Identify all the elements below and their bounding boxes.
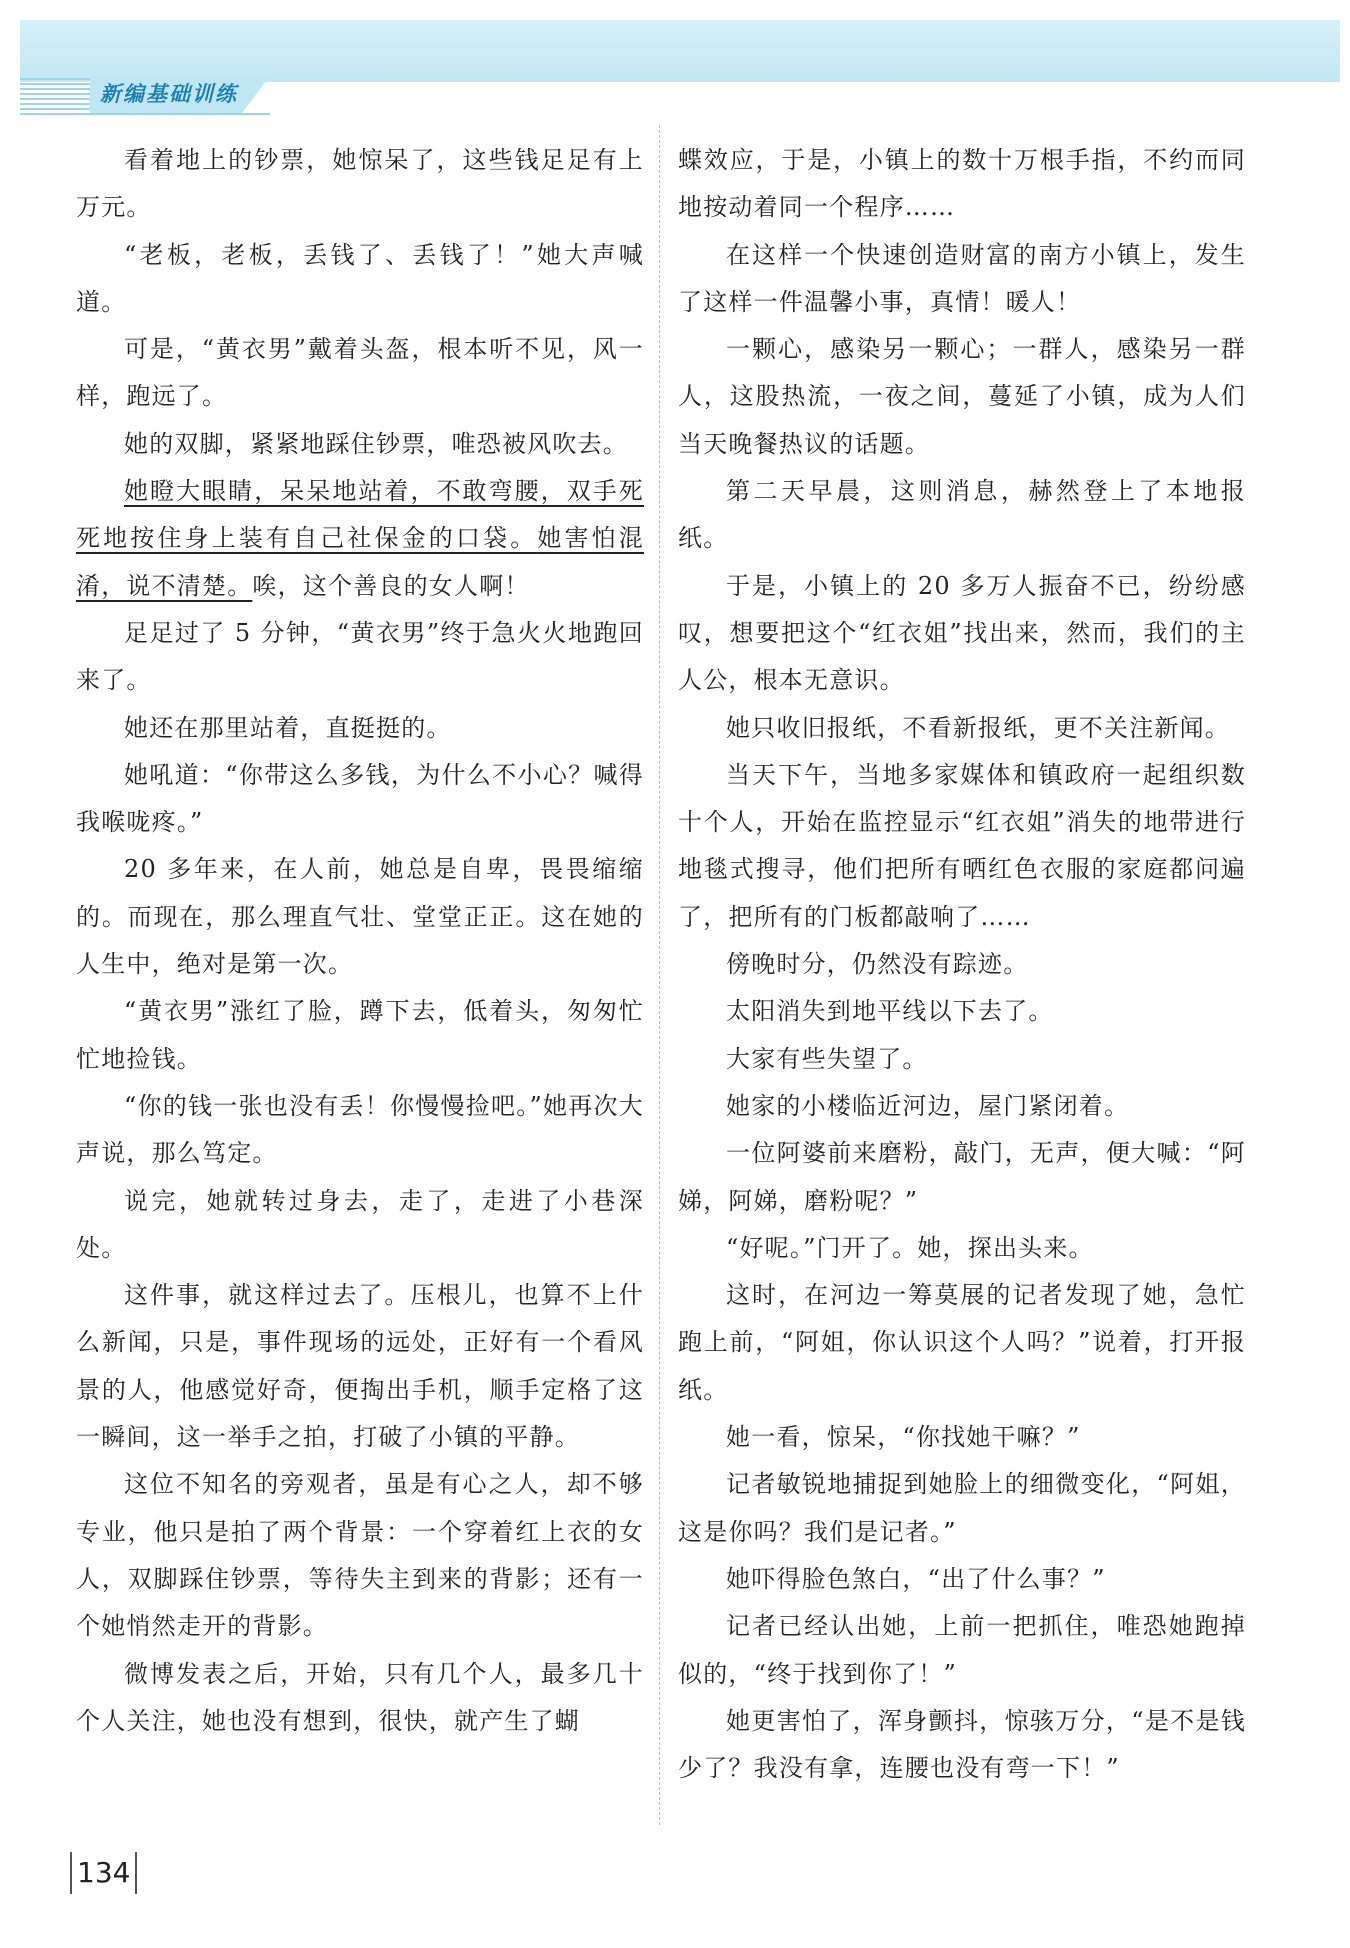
column-divider	[659, 125, 660, 1825]
paragraph: 她只收旧报纸，不看新报纸，更不关注新闻。	[726, 713, 1230, 742]
paragraph: 傍晚时分，仍然没有踪迹。	[726, 950, 1029, 979]
paragraph: 这位不知名的旁观者，虽是有心之人，却不够专业，他只是拍了两个背景：一个穿着红上衣的女人，双脚踩住钞票，等待失主到来的背影；还有一个她悄然走开的背影。	[76, 1470, 644, 1641]
paragraph: “老板，老板，丢钱了、丢钱了！”她大声喊道。	[76, 240, 644, 316]
paragraph: 20 多年来，在人前，她总是自卑，畏畏缩缩的。而现在，那么理直气壮、堂堂正正。这在她的人生中，绝对是第一次。	[76, 855, 644, 979]
paragraph: 她更害怕了，浑身颤抖，惊骇万分，“是不是钱少了？我没有拿，连腰也没有弯一下！”	[678, 1706, 1246, 1783]
paragraph: 这时，在河边一筹莫展的记者发现了她，急忙跑上前，“阿姐，你认识这个人吗？”说着，打开报纸。	[678, 1281, 1246, 1404]
paragraph-continued: 蝶效应，于是，小镇上的数十万根手指，不约而同地按动着同一个程序……	[678, 146, 1246, 222]
underlined-paragraph	[76, 468, 644, 610]
paragraph: “你的钱一张也没有丢！你慢慢捡吧。”她再次大声说，那么笃定。	[76, 1091, 644, 1168]
paragraph: 说完，她就转过身去，走了，走进了小巷深处。	[76, 1186, 644, 1262]
paragraph: 足足过了 5 分钟，“黄衣男”终于急火火地跑回来了。	[76, 618, 644, 695]
paragraph: 她吼道：“你带这么多钱，为什么不小心？喊得我喉咙疼。”	[76, 760, 644, 837]
paragraph: 当天下午，当地多家媒体和镇政府一起组织数十个人，开始在监控显示“红衣姐”消失的地带进行地毯式搜寻，他们把所有晒红色衣服的家庭都问遍了，把所有的门板都敲响了……	[678, 760, 1246, 931]
right-column	[678, 137, 1246, 1792]
paragraph: 于是，小镇上的 20 多万人振奋不已，纷纷感叹，想要把这个“红衣姐”找出来，然而，我们的主人公，根本无意识。	[678, 571, 1246, 695]
paragraph: 她的双脚，紧紧地踩住钞票，唯恐被风吹去。	[124, 429, 628, 458]
underlined-sentence-2: 她害怕混淆，说不清楚。	[76, 524, 644, 600]
paragraph: 记者敏锐地捕捉到她脸上的细微变化，“阿姐，这是你吗？我们是记者。”	[678, 1470, 1246, 1546]
paragraph: 看着地上的钞票，她惊呆了，这些钱足足有上万元。	[76, 146, 644, 222]
left-column	[76, 137, 644, 1745]
header-decoration-lines	[20, 78, 95, 110]
paragraph: “好呢。”门开了。她，探出头来。	[726, 1233, 1094, 1262]
header-title: 新编基础训练	[100, 82, 238, 106]
paragraph: 这件事，就这样过去了。压根儿，也算不上什么新闻，只是，事件现场的远处，正好有一个看风景的人，他感觉好奇，便掏出手机，顺手定格了这一瞬间，这一举手之拍，打破了小镇的平静。	[76, 1281, 644, 1452]
page-number: 134	[70, 1852, 137, 1894]
paragraph: 她还在那里站着，直挺挺的。	[124, 713, 452, 742]
header-band	[20, 20, 1340, 82]
paragraph: “黄衣男”涨红了脸，蹲下去，低着头，匆匆忙忙地捡钱。	[76, 997, 644, 1073]
paragraph: 记者已经认出她，上前一把抓住，唯恐她跑掉似的，“终于找到你了！”	[678, 1612, 1246, 1688]
paragraph: 在这样一个快速创造财富的南方小镇上，发生了这样一件温馨小事，真情！暖人！	[678, 240, 1246, 316]
paragraph: 大家有些失望了。	[726, 1044, 928, 1073]
paragraph: 她家的小楼临近河边，屋门紧闭着。	[726, 1091, 1130, 1120]
paragraph: 她一看，惊呆，“你找她干嘛？”	[726, 1423, 1081, 1452]
paragraph: 太阳消失到地平线以下去了。	[726, 997, 1054, 1026]
header-rule	[20, 113, 270, 115]
paragraph: 她吓得脸色煞白，“出了什么事？”	[726, 1564, 1106, 1593]
paragraph: 一位阿婆前来磨粉，敲门，无声，便大喊：“阿娣，阿娣，磨粉呢？”	[678, 1139, 1246, 1215]
paragraph: 可是，“黄衣男”戴着头盔，根本听不见，风一样，跑远了。	[76, 335, 644, 411]
paragraph: 第二天早晨，这则消息，赫然登上了本地报纸。	[678, 477, 1246, 553]
underlined-sentence-1: 她瞪大眼睛，呆呆地站着，不敢弯腰，双手死死地按住身上装有自己社保金的口袋。	[76, 477, 644, 553]
paragraph: 微博发表之后，开始，只有几个人，最多几十个人关注，她也没有想到，很快，就产生了蝴	[76, 1659, 644, 1735]
paragraph-tail: 唉，这个善良的女人啊！	[252, 571, 530, 600]
paragraph: 一颗心，感染另一颗心；一群人，感染另一群人，这股热流，一夜之间，蔓延了小镇，成为人们当天晚餐热议的话题。	[678, 335, 1246, 458]
